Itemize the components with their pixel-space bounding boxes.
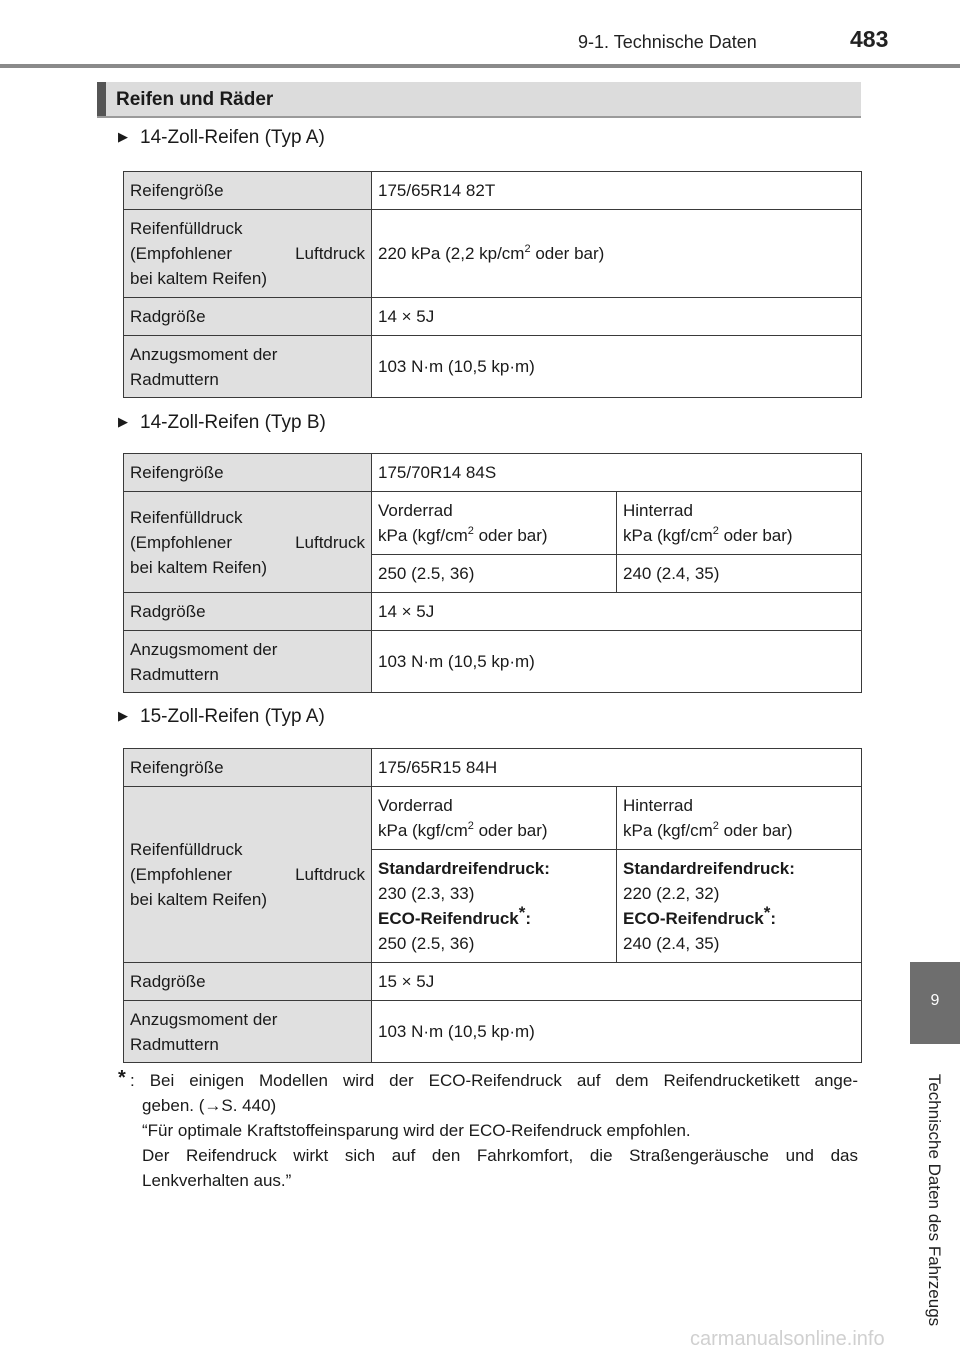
footnote-page-ref[interactable]: geben. (→S. 440) [142, 1096, 277, 1115]
table-value-cell: 175/70R14 84S [372, 454, 862, 492]
table-label-cell: Anzugsmoment der Radmuttern [124, 1001, 372, 1063]
table-value-cell: 103 N·m (10,5 kp·m) [372, 631, 862, 693]
table-value-cell: 14 × 5J [372, 298, 862, 336]
table-value-cell: Hinterrad kPa ($kgf/cm^2$ oder bar) [617, 787, 862, 850]
table-row [124, 749, 862, 787]
page-number: 483 [850, 26, 889, 52]
table-row [124, 787, 862, 850]
table-row [124, 454, 862, 492]
header-rule [0, 64, 960, 68]
subheading-14-type-b: ▶ 14-Zoll-Reifen (Typ B) [118, 412, 326, 433]
table-row [124, 963, 862, 1001]
table-label-cell: Reifengröße [124, 172, 372, 210]
footnote-line: Der Reifendruck wirkt sich auf den Fahrkomfort, die Straßengeräusche und das [142, 1146, 858, 1165]
triangle-bullet-icon: ▶ [118, 129, 128, 144]
table-value-cell: Standardreifendruck: 230 (2.3, 33) ECO-Reifendruck*: 250 (2.5, 36) [372, 850, 617, 963]
table-value-cell: Vorderrad kPa ($kgf/cm^2$ oder bar) [372, 492, 617, 555]
spec-table-14-type-b [123, 453, 862, 693]
chapter-tab-label: Technische Daten des Fahrzeugs [925, 1073, 944, 1327]
table-label-cell: Radgröße [124, 593, 372, 631]
table-value-cell: 175/65R14 82T [372, 172, 862, 210]
table-value-cell: 250 (2.5, 36) [372, 555, 617, 593]
table-value-cell: 240 (2.4, 35) [617, 555, 862, 593]
table-value-cell: 15 × 5J [372, 963, 862, 1001]
table-value-cell: 103 N·m (10,5 kp·m) [372, 336, 862, 398]
triangle-bullet-icon: ▶ [118, 708, 128, 723]
table-label-cell: Anzugsmoment der Radmuttern [124, 336, 372, 398]
triangle-bullet-icon: ▶ [118, 414, 128, 429]
table-value-cell: Hinterrad kPa ($kgf/cm^2$ oder bar) [617, 492, 862, 555]
table-label-cell: Reifenfülldruck (Empfohlener Luftdruck bei kaltem Reifen) [124, 210, 372, 298]
footnote-line: “Für optimale Kraftstoffeinsparung wird der ECO-Reifendruck empfohlen. [142, 1121, 691, 1140]
page-header [0, 0, 960, 70]
subheading-15-type-a: ▶ 15-Zoll-Reifen (Typ A) [118, 706, 325, 727]
table-value-cell: 103 N·m (10,5 kp·m) [372, 1001, 862, 1063]
table-row [124, 593, 862, 631]
spec-table-14-type-a [123, 171, 862, 398]
table-row [124, 492, 862, 555]
footnote-line: : Bei einigen Modellen wird der ECO-Reifendruck auf dem Reifendrucketikett ange- [130, 1071, 858, 1090]
watermark: carmanualsonline.info [690, 1328, 885, 1350]
table-label-cell: Reifenfülldruck (Empfohlener Luftdruck bei kaltem Reifen) [124, 787, 372, 963]
table-value-cell: 175/65R15 84H [372, 749, 862, 787]
table-value-cell: 14 × 5J [372, 593, 862, 631]
table-row [124, 172, 862, 210]
chapter-section-title: 9-1. Technische Daten [578, 32, 757, 52]
section-title-bar [97, 82, 861, 118]
footnote [118, 1068, 858, 1193]
table-row [124, 631, 862, 693]
table-row [124, 298, 862, 336]
chapter-tab-number: 9 [930, 992, 940, 1009]
table-value-cell: 220 kPa (2,2 $kp/cm^2$ oder bar) [372, 210, 862, 298]
section-marker [97, 82, 106, 116]
table-label-cell: Reifenfülldruck (Empfohlener Luftdruck bei kaltem Reifen) [124, 492, 372, 593]
table-row [124, 1001, 862, 1063]
spec-table-15-type-a [123, 748, 862, 1063]
chapter-tab [910, 962, 960, 1044]
footnote-marker: * [118, 1067, 126, 1089]
table-row [124, 210, 862, 298]
table-label-cell: Reifengröße [124, 454, 372, 492]
table-label-cell: Radgröße [124, 298, 372, 336]
table-row [124, 336, 862, 398]
section-title: Reifen und Räder [116, 89, 274, 110]
table-label-cell: Reifengröße [124, 749, 372, 787]
table-label-cell: Radgröße [124, 963, 372, 1001]
table-value-cell: Standardreifendruck: 220 (2.2, 32) ECO-Reifendruck*: 240 (2.4, 35) [617, 850, 862, 963]
table-value-cell: Vorderrad kPa ($kgf/cm^2$ oder bar) [372, 787, 617, 850]
subheading-14-type-a: ▶ 14-Zoll-Reifen (Typ A) [118, 127, 325, 148]
footnote-line: Lenkverhalten aus.” [142, 1171, 292, 1190]
table-label-cell: Anzugsmoment der Radmuttern [124, 631, 372, 693]
